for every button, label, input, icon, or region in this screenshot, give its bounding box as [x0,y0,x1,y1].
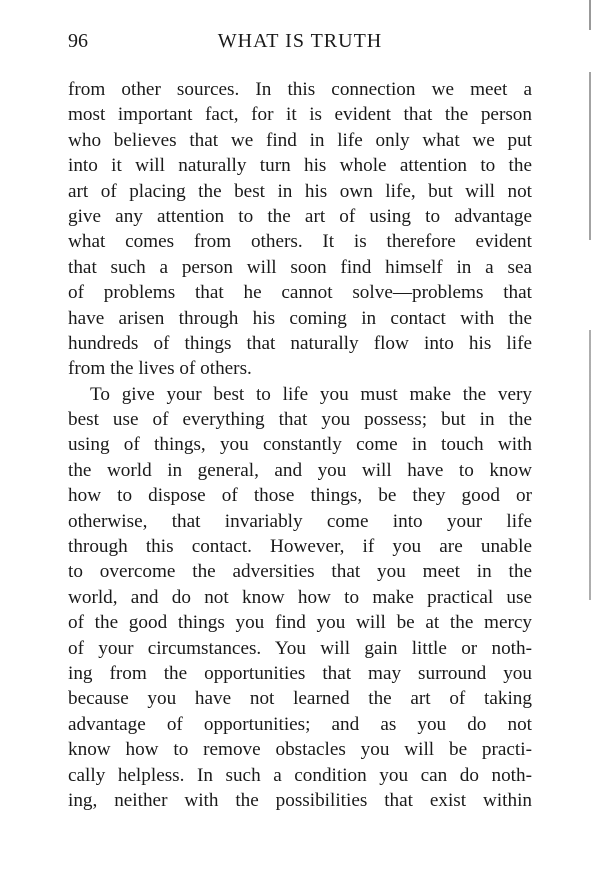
text-line: ing from the opportunities that may surround you [68,662,532,684]
text-line: art of placing the best in his own life, but will not [68,180,532,202]
running-header [68,30,532,58]
text-line: from the lives of others. [68,358,252,380]
text-line: most important fact, for it is evident that the person [68,104,532,126]
text-line: otherwise, that invariably come into your life [68,510,532,532]
text-line: hundreds of things that naturally flow into his life [68,332,532,354]
text-line: who believes that we find in life only what we put [68,129,532,151]
text-line: have arisen through his coming in contact with the [68,307,532,329]
text-line: to overcome the adversities that you meet in the [68,561,532,583]
text-line: cally helpless. In such a condition you can do noth- [68,764,532,786]
text-line: of the good things you find you will be at the mercy [68,612,532,634]
text-line: through this contact. However, if you are unable [68,536,532,558]
page-body [68,77,532,813]
text-line: To give your best to life you must make the very [90,383,532,405]
text-line: how to dispose of those things, be they good or [68,485,532,507]
text-line: what comes from others. It is therefore evident [68,231,532,253]
text-line: the world in general, and you will have to know [68,459,532,481]
running-title: WHAT IS TRUTH [217,30,383,52]
text-line: know how to remove obstacles you will be practi- [68,739,532,761]
text-line: into it will naturally turn his whole attention to the [68,155,532,177]
text-line: from other sources. In this connection we meet a [68,79,532,100]
text-line: best use of everything that you possess; but in the [68,409,532,431]
scan-edge-artifact [589,0,591,600]
text-line: of problems that he cannot solve—problems that [68,282,532,304]
page-number: 96 [68,30,88,52]
text-line: give any attention to the art of using to advantage [68,205,532,227]
text-line: ing, neither with the possibilities that exist within [68,789,532,811]
text-line: of your circumstances. You will gain little or noth- [68,637,532,659]
text-line: that such a person will soon find himself in a sea [68,256,532,278]
text-line: advantage of opportunities; and as you do not [68,713,532,735]
text-line: world, and do not know how to make practical use [68,586,532,608]
text-line: because you have not learned the art of taking [68,688,532,710]
text-line: using of things, you constantly come in touch with [68,434,532,456]
